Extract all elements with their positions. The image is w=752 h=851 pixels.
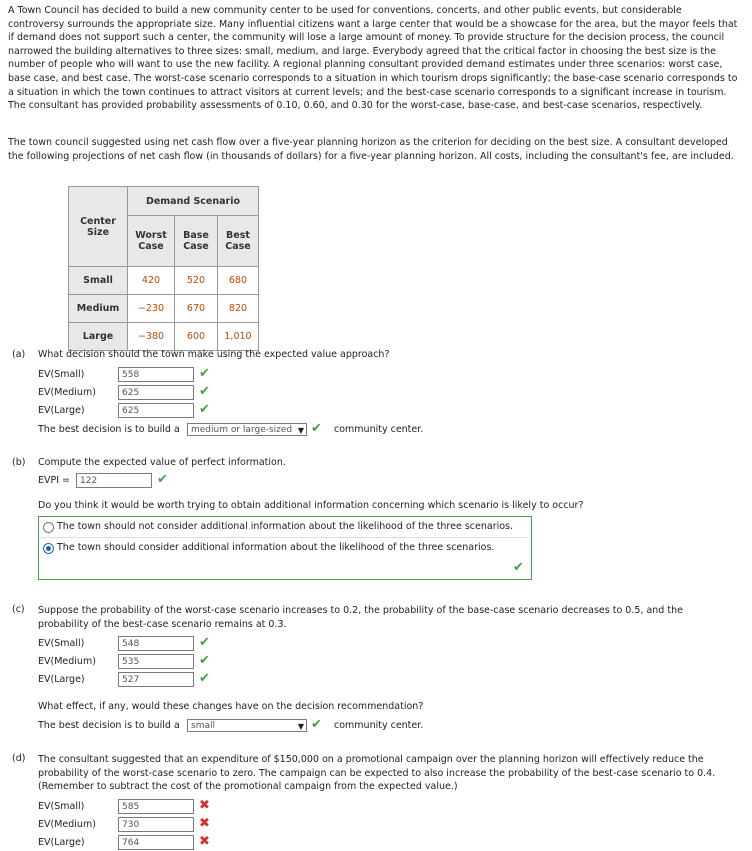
correct-check-icon: ✔ bbox=[199, 366, 210, 381]
a-ev-medium-input[interactable]: 625 bbox=[118, 385, 194, 400]
d-ev-small-label: EV(Small) bbox=[38, 801, 85, 812]
table-group-header: Demand Scenario bbox=[128, 187, 259, 216]
a-ev-medium-label: EV(Medium) bbox=[38, 387, 96, 398]
part-d-letter: (d) bbox=[12, 753, 26, 764]
row-label-large: Large bbox=[69, 323, 128, 351]
part-b-question-2: Do you think it would be worth trying to obtain additional information concerning which scenario is likely to occur? bbox=[38, 500, 584, 511]
b-option-1-label: The town should not consider additional information about the likelihood of the three scenarios. bbox=[57, 521, 514, 532]
c-ev-medium-input[interactable]: 535 bbox=[118, 654, 194, 669]
chevron-down-icon: ▼ bbox=[297, 426, 304, 435]
d-ev-small-input[interactable]: 585 bbox=[118, 799, 194, 814]
incorrect-x-icon: ✖ bbox=[199, 816, 210, 831]
correct-check-icon: ✔ bbox=[311, 421, 322, 436]
d-ev-large-input[interactable]: 764 bbox=[118, 835, 194, 850]
part-d-question: The consultant suggested that an expenditure of $150,000 on a promotional campaign over the planning horizon will effectively reduce the probability of the worst-case scenario to zero. The campaign can be expected to also increase the probability of the best-case scenario to 0.4. (Remember to subtract the cost of the promotional campaign from the expected value.) bbox=[38, 754, 716, 793]
col-header-worst: Worst Case bbox=[128, 216, 175, 267]
correct-check-icon: ✔ bbox=[311, 717, 322, 732]
c-best-decision-value: small bbox=[191, 721, 215, 731]
c-ev-small-input[interactable]: 548 bbox=[118, 636, 194, 651]
table-row bbox=[69, 267, 259, 295]
cell-value: −230 bbox=[128, 295, 175, 323]
b-evpi-label: EVPI = bbox=[38, 475, 71, 486]
demand-table bbox=[68, 186, 259, 351]
intro-paragraph-1: A Town Council has decided to build a new community center to be used for conventions, concerts, and other public events, but considerable controversy surrounds the appropriate size. Many influential citizens want a large center that would be a showcase for the area, but the mayor feels that if demand does not support such a center, the community will lose a large amount of money. To provide structure for the decision process, the council narrowed the building alternatives to three sizes: small, medium, and large. Everybody agreed that the critical factor in choosing the best size is the number of people who will want to use the new facility. A regional planning consultant provided demand estimates under three scenarios: worst case, base case, and best case. The worst-case scenario corresponds to a situation in which tourism drops significantly; the base-case scenario corresponds to a situation in which the town continues to attract visitors at current levels; and the best-case scenario corresponds to a significant increase in tourism. The consultant has provided probability assessments of 0.10, 0.60, and 0.30 for the worst-case, base-case, and best-case scenarios, respectively. bbox=[8, 5, 738, 112]
cell-value: 670 bbox=[175, 295, 218, 323]
a-best-suffix: community center. bbox=[334, 424, 424, 435]
part-c-question-2: What effect, if any, would these changes have on the decision recommendation? bbox=[38, 701, 424, 712]
table-row bbox=[69, 323, 259, 351]
c-ev-small-label: EV(Small) bbox=[38, 638, 85, 649]
col-header-base: Base Case bbox=[175, 216, 218, 267]
chevron-down-icon: ▼ bbox=[297, 722, 304, 731]
cell-value: 820 bbox=[218, 295, 259, 323]
col-header-best: Best Case bbox=[218, 216, 259, 267]
part-b-letter: (b) bbox=[12, 457, 26, 468]
incorrect-x-icon: ✖ bbox=[199, 798, 210, 813]
correct-check-icon: ✔ bbox=[199, 671, 210, 686]
cell-value: 680 bbox=[218, 267, 259, 295]
part-c-letter: (c) bbox=[12, 604, 25, 615]
row-label-small: Small bbox=[69, 267, 128, 295]
c-ev-large-label: EV(Large) bbox=[38, 674, 85, 685]
a-ev-large-input[interactable]: 625 bbox=[118, 403, 194, 418]
correct-check-icon: ✔ bbox=[199, 384, 210, 399]
b-evpi-input[interactable]: 122 bbox=[76, 473, 152, 488]
b-option-2-label: The town should consider additional information about the likelihood of the three scenarios. bbox=[57, 542, 495, 553]
a-best-prefix: The best decision is to build a bbox=[38, 424, 180, 435]
radio-button-selected[interactable] bbox=[43, 543, 54, 554]
incorrect-x-icon: ✖ bbox=[199, 834, 210, 849]
b-option-2[interactable] bbox=[39, 538, 527, 558]
c-best-suffix: community center. bbox=[334, 720, 424, 731]
cell-value: 600 bbox=[175, 323, 218, 351]
correct-check-icon: ✔ bbox=[513, 560, 524, 575]
table-row bbox=[69, 295, 259, 323]
d-ev-medium-input[interactable]: 730 bbox=[118, 817, 194, 832]
a-ev-large-label: EV(Large) bbox=[38, 405, 85, 416]
a-best-decision-value: medium or large-sized bbox=[191, 425, 293, 435]
part-b-question: Compute the expected value of perfect information. bbox=[38, 457, 286, 468]
a-ev-small-input[interactable]: 558 bbox=[118, 367, 194, 382]
row-label-medium: Medium bbox=[69, 295, 128, 323]
correct-check-icon: ✔ bbox=[199, 635, 210, 650]
b-option-1[interactable] bbox=[39, 517, 527, 538]
c-best-decision-select[interactable] bbox=[187, 719, 307, 732]
cell-value: 520 bbox=[175, 267, 218, 295]
c-best-prefix: The best decision is to build a bbox=[38, 720, 180, 731]
a-best-decision-select[interactable] bbox=[187, 423, 307, 436]
c-ev-medium-label: EV(Medium) bbox=[38, 656, 96, 667]
intro-paragraph-2: The town council suggested using net cash flow over a five-year planning horizon as the criterion for deciding on the best size. A consultant developed the following projections of net cash flow (in thousands of dollars) for a five-year planning horizon. All costs, including the consultant's fee, are included. bbox=[8, 137, 734, 162]
cell-value: 420 bbox=[128, 267, 175, 295]
radio-button[interactable] bbox=[43, 522, 54, 533]
part-a-letter: (a) bbox=[12, 349, 26, 360]
correct-check-icon: ✔ bbox=[199, 653, 210, 668]
part-a-question: What decision should the town make using the expected value approach? bbox=[38, 349, 390, 360]
correct-check-icon: ✔ bbox=[199, 402, 210, 417]
table-corner-header: Center Size bbox=[69, 187, 128, 267]
d-ev-medium-label: EV(Medium) bbox=[38, 819, 96, 830]
part-c-question: Suppose the probability of the worst-case scenario increases to 0.2, the probability of the base-case scenario decreases to 0.5, and the probability of the best-case scenario remains at 0.3. bbox=[38, 605, 683, 630]
correct-check-icon: ✔ bbox=[157, 472, 168, 487]
cell-value: −380 bbox=[128, 323, 175, 351]
cell-value: 1,010 bbox=[218, 323, 259, 351]
c-ev-large-input[interactable]: 527 bbox=[118, 672, 194, 687]
a-ev-small-label: EV(Small) bbox=[38, 369, 85, 380]
b-radio-group bbox=[38, 516, 532, 580]
d-ev-large-label: EV(Large) bbox=[38, 837, 85, 848]
